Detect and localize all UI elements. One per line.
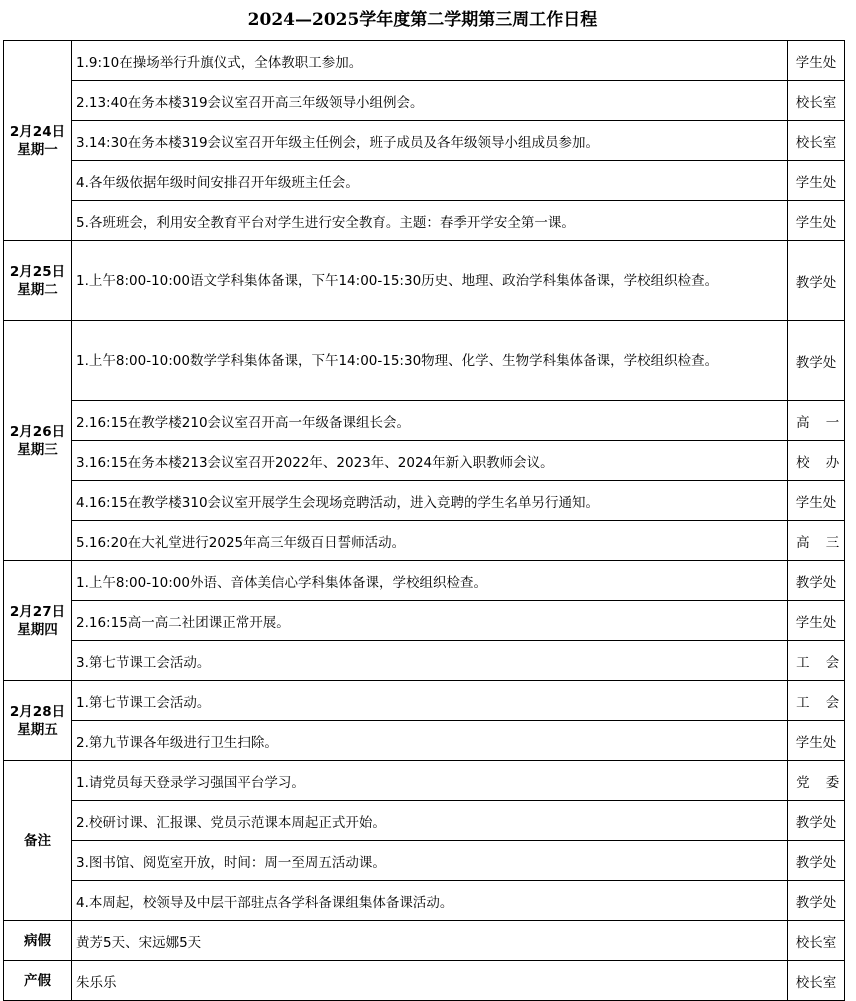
schedule-item-text: 1.上午8:00-10:00外语、音体美信心学科集体备课，学校组织检查。 — [72, 561, 788, 601]
schedule-item-text: 1.上午8:00-10:00数学学科集体备课，下午14:00-15:30物理、化学、生物学科集体备课，学校组织检查。 — [72, 321, 788, 401]
schedule-table — [3, 40, 856, 1001]
day-date: 2月25日 — [9, 263, 66, 280]
schedule-row — [4, 481, 845, 521]
schedule-item-dept: 教学处 — [788, 881, 845, 921]
day-cell — [4, 41, 72, 241]
maternity-leave-row — [4, 961, 845, 1001]
schedule-row — [4, 121, 845, 161]
schedule-item-dept: 校办 — [788, 441, 845, 481]
schedule-item-dept: 高一 — [788, 401, 845, 441]
schedule-row — [4, 201, 845, 241]
notes-label: 备注 — [4, 761, 72, 921]
schedule-row — [4, 761, 845, 801]
schedule-item-text: 5.各班班会，利用安全教育平台对学生进行安全教育。主题：春季开学安全第一课。 — [72, 201, 788, 241]
day-cell — [4, 321, 72, 561]
schedule-item-text: 1.请党员每天登录学习强国平台学习。 — [72, 761, 788, 801]
schedule-item-text: 4.本周起，校领导及中层干部驻点各学科备课组集体备课活动。 — [72, 881, 788, 921]
schedule-row — [4, 841, 845, 881]
sick-leave-label: 病假 — [4, 921, 72, 961]
schedule-item-text: 2.16:15高一高二社团课正常开展。 — [72, 601, 788, 641]
day-weekday: 星期三 — [17, 441, 58, 458]
schedule-body — [4, 41, 856, 1001]
schedule-row — [4, 161, 845, 201]
day-cell — [4, 241, 72, 321]
schedule-row — [4, 81, 845, 121]
schedule-row — [4, 321, 845, 401]
schedule-item-dept: 高三 — [788, 521, 845, 561]
maternity-leave-label: 产假 — [4, 961, 72, 1001]
schedule-item-text: 1.上午8:00-10:00语文学科集体备课，下午14:00-15:30历史、地理、政治学科集体备课，学校组织检查。 — [72, 241, 788, 321]
schedule-item-text: 3.图书馆、阅览室开放，时间：周一至周五活动课。 — [72, 841, 788, 881]
day-date: 2月27日 — [9, 603, 66, 620]
schedule-row — [4, 241, 845, 321]
sick-leave-text: 黄芳5天、宋远娜5天 — [72, 921, 788, 961]
schedule-item-dept: 学生处 — [788, 601, 845, 641]
day-date: 2月26日 — [9, 423, 66, 440]
page-title: 2024—2025学年度第二学期第三周工作日程 — [247, 10, 598, 30]
schedule-item-text: 2.第九节课各年级进行卫生扫除。 — [72, 721, 788, 761]
schedule-row — [4, 521, 845, 561]
schedule-item-text: 4.各年级依据年级时间安排召开年级班主任会。 — [72, 161, 788, 201]
schedule-row — [4, 401, 845, 441]
schedule-row — [4, 561, 845, 601]
schedule-item-text: 2.校研讨课、汇报课、党员示范课本周起正式开始。 — [72, 801, 788, 841]
schedule-item-text: 4.16:15在教学楼310会议室开展学生会现场竞聘活动，进入竞聘的学生名单另行通知。 — [72, 481, 788, 521]
schedule-row — [4, 721, 845, 761]
day-weekday: 星期五 — [17, 721, 58, 738]
schedule-row — [4, 641, 845, 681]
schedule-row — [4, 601, 845, 641]
schedule-item-dept: 学生处 — [788, 201, 845, 241]
day-cell — [4, 681, 72, 761]
schedule-item-dept: 校长室 — [788, 121, 845, 161]
schedule-row — [4, 681, 845, 721]
schedule-item-dept: 教学处 — [788, 321, 845, 401]
day-weekday: 星期二 — [17, 281, 58, 298]
schedule-item-dept: 教学处 — [788, 561, 845, 601]
schedule-item-dept: 校长室 — [788, 81, 845, 121]
maternity-leave-dept: 校长室 — [788, 961, 845, 1001]
schedule-item-text: 2.16:15在教学楼210会议室召开高一年级备课组长会。 — [72, 401, 788, 441]
schedule-item-dept: 教学处 — [788, 241, 845, 321]
day-date: 2月28日 — [9, 703, 66, 720]
schedule-row — [4, 801, 845, 841]
schedule-item-text: 1.9:10在操场举行升旗仪式，全体教职工参加。 — [72, 41, 788, 81]
schedule-row — [4, 441, 845, 481]
schedule-row — [4, 41, 845, 81]
schedule-item-text: 5.16:20在大礼堂进行2025年高三年级百日誓师活动。 — [72, 521, 788, 561]
sick-leave-dept: 校长室 — [788, 921, 845, 961]
schedule-item-text: 1.第七节课工会活动。 — [72, 681, 788, 721]
schedule-item-dept: 学生处 — [788, 481, 845, 521]
maternity-leave-text: 朱乐乐 — [72, 961, 788, 1001]
schedule-item-text: 2.13:40在务本楼319会议室召开高三年级领导小组例会。 — [72, 81, 788, 121]
day-cell — [4, 561, 72, 681]
sick-leave-row — [4, 921, 845, 961]
schedule-item-text: 3.第七节课工会活动。 — [72, 641, 788, 681]
schedule-item-text: 3.16:15在务本楼213会议室召开2022年、2023年、2024年新入职教师会议。 — [72, 441, 788, 481]
schedule-item-dept: 工会 — [788, 641, 845, 681]
day-date: 2月24日 — [9, 123, 66, 140]
day-weekday: 星期一 — [17, 141, 58, 158]
schedule-item-text: 3.14:30在务本楼319会议室召开年级主任例会，班子成员及各年级领导小组成员参加。 — [72, 121, 788, 161]
schedule-item-dept: 教学处 — [788, 841, 845, 881]
schedule-item-dept: 学生处 — [788, 41, 845, 81]
schedule-item-dept: 教学处 — [788, 801, 845, 841]
schedule-item-dept: 学生处 — [788, 721, 845, 761]
day-weekday: 星期四 — [17, 621, 58, 638]
schedule-row — [4, 881, 845, 921]
schedule-item-dept: 党委 — [788, 761, 845, 801]
schedule-item-dept: 工会 — [788, 681, 845, 721]
schedule-item-dept: 学生处 — [788, 161, 845, 201]
